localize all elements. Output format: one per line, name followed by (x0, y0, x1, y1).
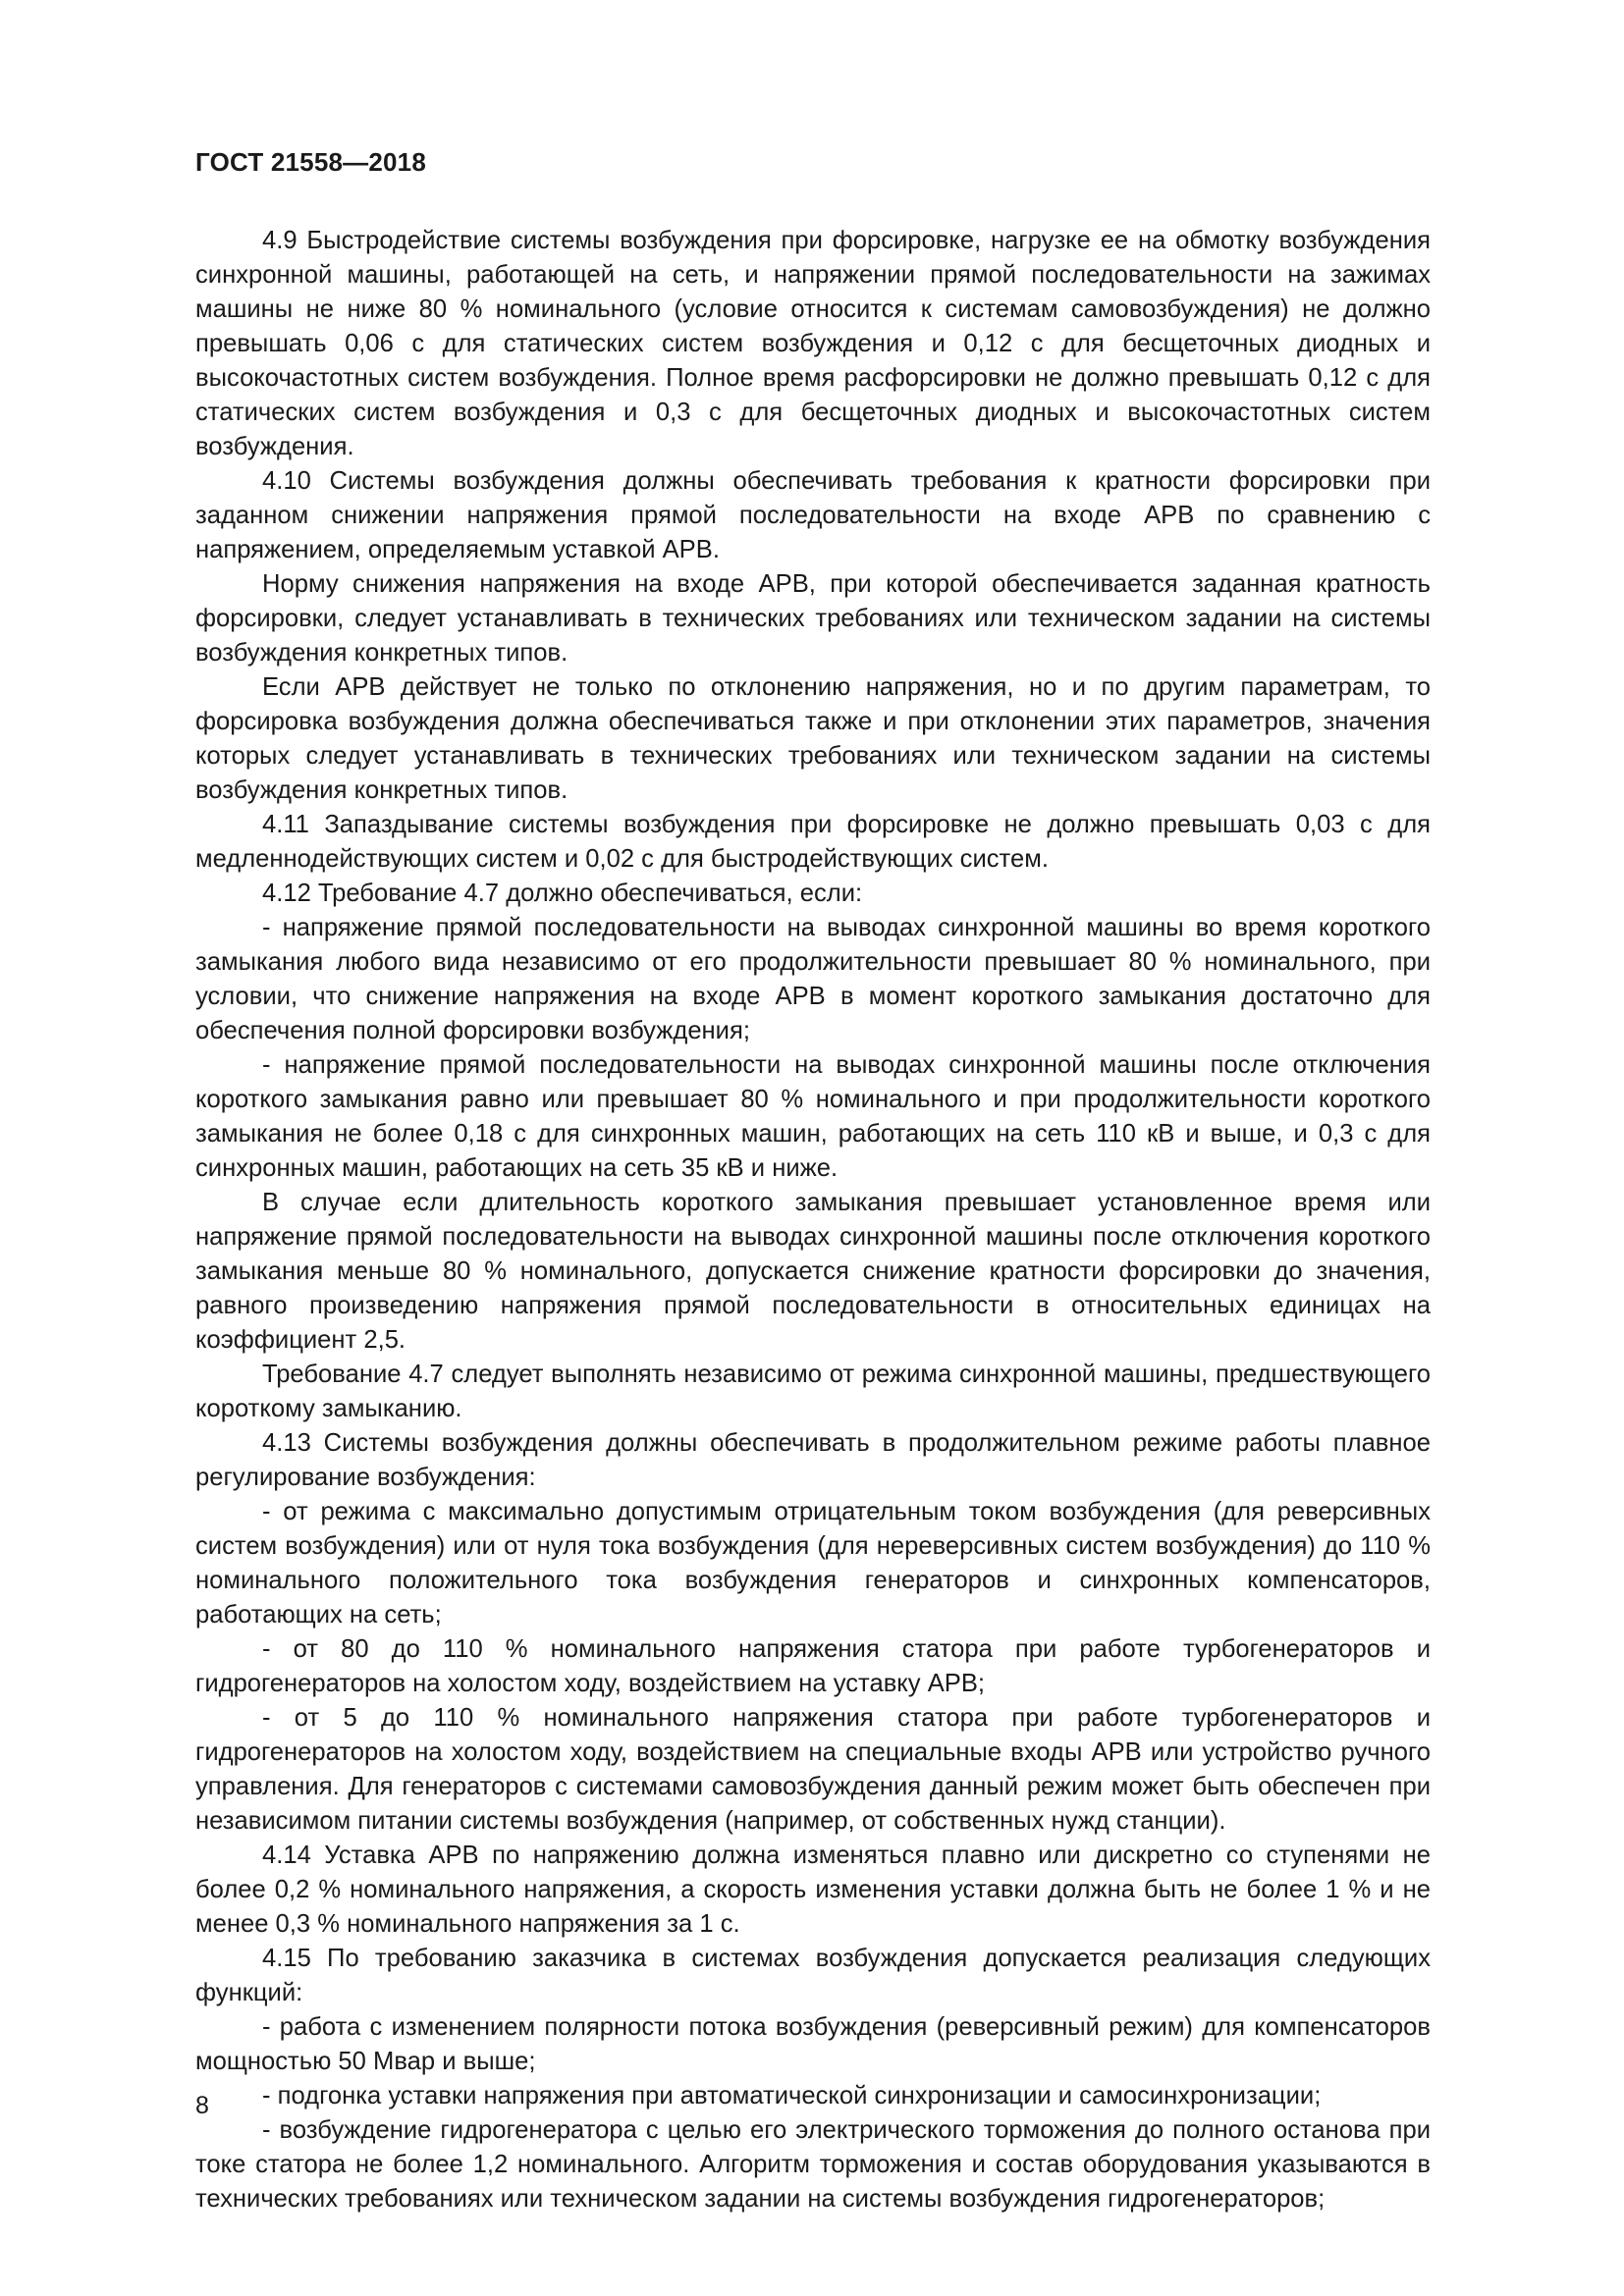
paragraph-arv-other-params: Если АРВ действует не только по отклонению напряжения, но и по другим параметрам, то форсировка возбуждения должна обеспечиваться также и при отклонении этих параметров, значения которых следует устанавливать в технических требованиях или техническом задании на системы возбуждения конкретных типов. (195, 673, 1431, 804)
list-item: - возбуждение гидрогенератора с целью его электрического торможения до полного останова при токе статора не более 1,2 номинального. Алгоритм торможения и состав оборудования указываются в технических требованиях или техническом задании на системы возбуждения гидрогенераторов; (195, 2116, 1431, 2213)
paragraph-4-15: 4.15 По требованию заказчика в системах возбуждения допускается реализация следующих функций: (195, 1945, 1431, 2006)
list-item: - напряжение прямой последовательности на выводах синхронной машины во время короткого замыкания любого вида независимо от его продолжительности превышает 80 % номинального, при условии, что снижение напряжения на входе АРВ в момент короткого замыкания достаточно для обеспечения полной форсировки возбуждения; (195, 914, 1431, 1044)
page-number: 8 (195, 2092, 209, 2119)
paragraph-short-circuit-duration: В случае если длительность короткого замыкания превышает установленное время или напряжение прямой последовательности на выводах синхронной машины после отключения короткого замыкания меньше 80 % номинального, допускается снижение кратности форсировки до значения, равного произведению напряжения прямой последовательности в относительных единицах на коэффициент 2,5. (195, 1189, 1431, 1354)
list-item: - от 5 до 110 % номинального напряжения статора при работе турбогенераторов и гидрогенераторов на холостом ходу, воздействием на специальные входы АРВ или устройство ручного управления. Для генераторов с системами самовозбуждения данный режим может быть обеспечен при независимом питании системы возбуждения (например, от собственных нужд станции). (195, 1704, 1431, 1835)
document-body (195, 224, 1431, 2216)
paragraph-4-9: 4.9 Быстродействие системы возбуждения при форсировке, нагрузке ее на обмотку возбуждения синхронной машины, работающей на сеть, и напряжении прямой последовательности на зажимах машины не ниже 80 % номинального (условие относится к системам самовозбуждения) не должно превышать 0,06 с для статических систем возбуждения и 0,12 с для бесщеточных диодных и высокочастотных систем возбуждения. Полное время расфорсировки не должно превышать 0,12 с для статических систем возбуждения и 0,3 с для бесщеточных диодных и высокочастотных систем возбуждения. (195, 227, 1431, 460)
paragraph-requirement-4-7: Требование 4.7 следует выполнять независимо от режима синхронной машины, предшествующего короткому замыканию. (195, 1361, 1431, 1422)
list-item: - от 80 до 110 % номинального напряжения статора при работе турбогенераторов и гидрогенераторов на холостом ходу, воздействием на уставку АРВ; (195, 1635, 1431, 1697)
paragraph-4-10: 4.10 Системы возбуждения должны обеспечивать требования к кратности форсировки при заданном снижении напряжения прямой последовательности на входе АРВ по сравнению с напряжением, определяемым уставкой АРВ. (195, 467, 1431, 563)
paragraph-4-13: 4.13 Системы возбуждения должны обеспечивать в продолжительном режиме работы плавное регулирование возбуждения: (195, 1429, 1431, 1491)
paragraph-arv-norm: Норму снижения напряжения на входе АРВ, при которой обеспечивается заданная кратность форсировки, следует устанавливать в технических требованиях или техническом задании на системы возбуждения конкретных типов. (195, 570, 1431, 667)
paragraph-4-14: 4.14 Уставка АРВ по напряжению должна изменяться плавно или дискретно со ступенями не более 0,2 % номинального напряжения, а скорость изменения уставки должна быть не более 1 % и не менее 0,3 % номинального напряжения за 1 с. (195, 1842, 1431, 1938)
list-item: - от режима с максимально допустимым отрицательным током возбуждения (для реверсивных систем возбуждения) или от нуля тока возбуждения (для нереверсивных систем возбуждения) до 110 % номинального положительного тока возбуждения генераторов и синхронных компенсаторов, работающих на сеть; (195, 1498, 1431, 1629)
paragraph-4-11: 4.11 Запаздывание системы возбуждения при форсировке не должно превышать 0,03 с для медленнодействующих систем и 0,02 с для быстродействующих систем. (195, 811, 1431, 873)
list-item: - работа с изменением полярности потока возбуждения (реверсивный режим) для компенсаторов мощностью 50 Мвар и выше; (195, 2013, 1431, 2075)
list-item: - напряжение прямой последовательности на выводах синхронной машины после отключения короткого замыкания равно или превышает 80 % номинального и при продолжительности короткого замыкания не более 0,18 с для синхронных машин, работающих на сеть 110 кВ и выше, и 0,3 с для синхронных машин, работающих на сеть 35 кВ и ниже. (195, 1051, 1431, 1182)
paragraph-4-12: 4.12 Требование 4.7 должно обеспечиваться, если: (262, 880, 863, 907)
document-code-header: ГОСТ 21558—2018 (195, 147, 426, 177)
list-item: - подгонка уставки напряжения при автоматической синхронизации и самосинхронизации; (262, 2082, 1322, 2109)
